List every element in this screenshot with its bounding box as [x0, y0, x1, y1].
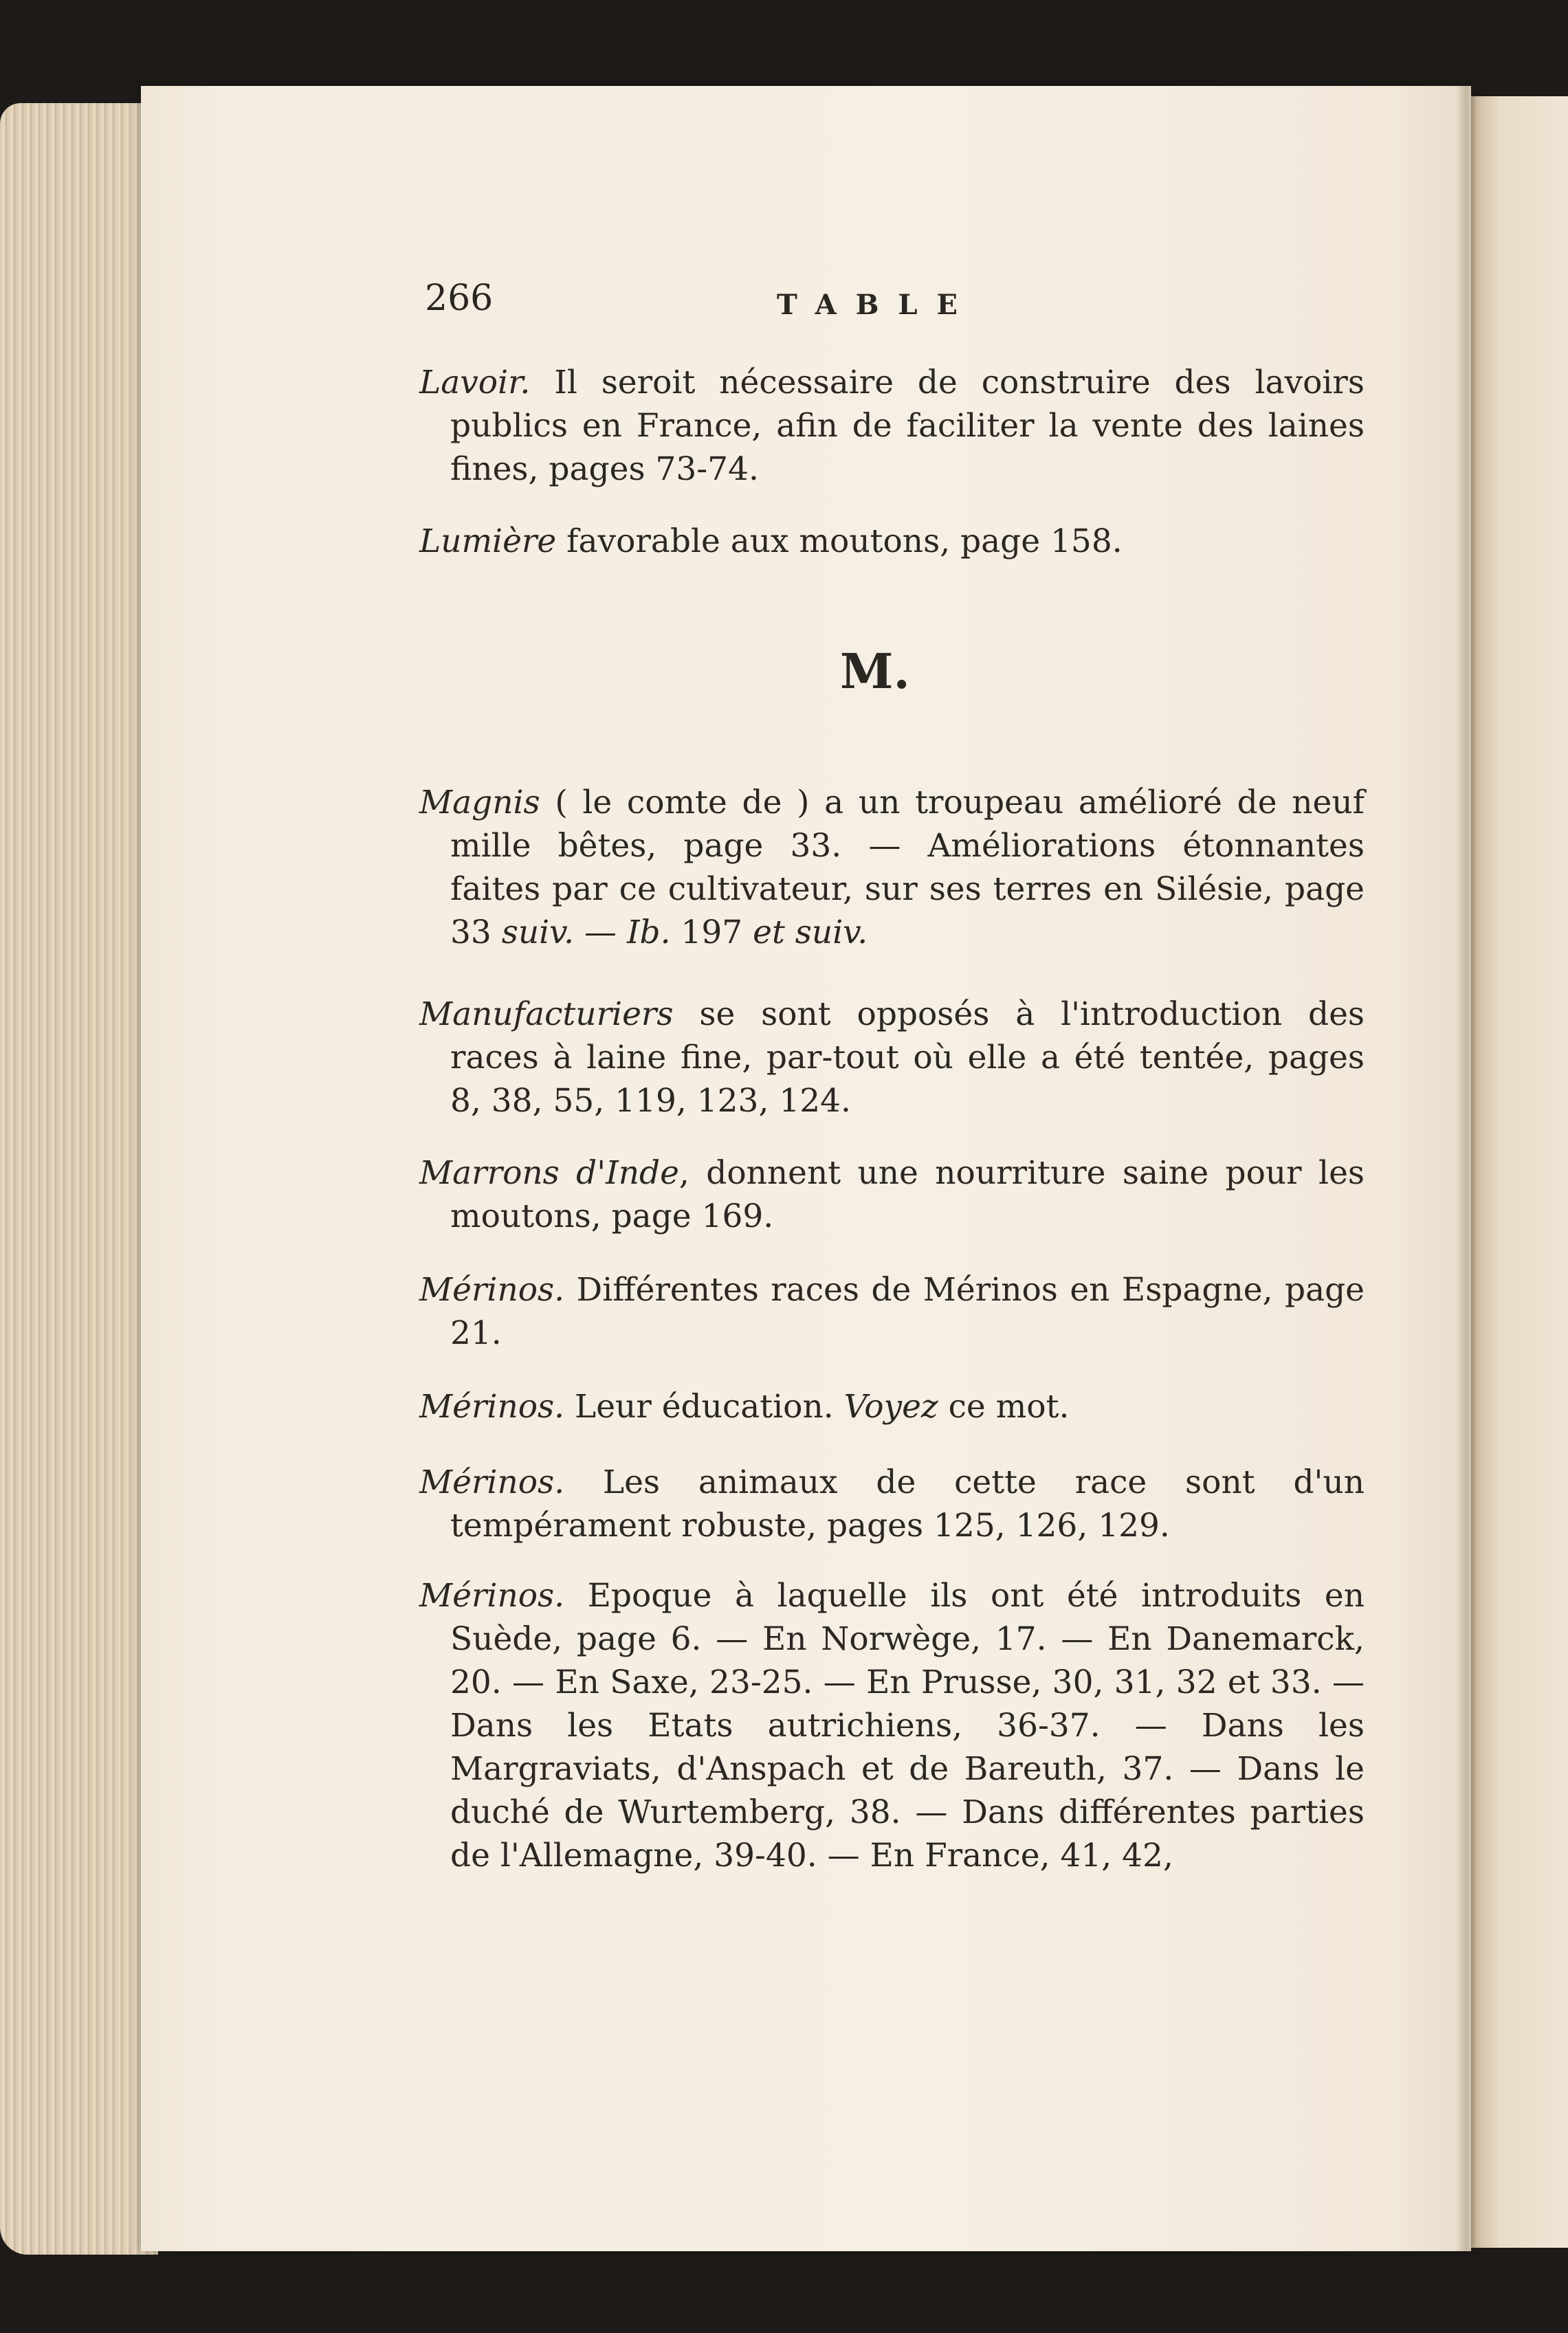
entry-text: ( le comte de ) a un troupeau amélioré de neuf mille bêtes, page 33. — Améliorations étonnantes faites par ce cultivateur, sur ses terres en Silésie, page 33 — [450, 784, 1365, 951]
page-number: 266 — [425, 278, 494, 319]
headword: Mérinos. — [419, 1388, 565, 1426]
headword: Mérinos. — [419, 1463, 565, 1501]
headword: Marrons d'Inde — [419, 1154, 679, 1192]
entry-italic-2: et suiv. — [753, 914, 868, 951]
entry-text: , donnent une nourriture saine pour les moutons, page 169. — [450, 1154, 1365, 1235]
entry-text-2: ce mot. — [938, 1388, 1070, 1426]
index-entry-manufacturiers — [419, 993, 1365, 1123]
gutter-shadow — [1456, 86, 1477, 2251]
entry-italic: Voyez — [843, 1388, 938, 1426]
index-entry-magnis — [419, 781, 1365, 954]
entry-text: favorable aux moutons, page 158. — [556, 522, 1123, 560]
headword: Mérinos. — [419, 1271, 565, 1309]
running-title: TABLE — [777, 289, 978, 321]
index-entry-marrons — [419, 1151, 1365, 1238]
index-entry-merinos-3 — [419, 1461, 1365, 1547]
entry-text: Les animaux de cette race sont d'un tempérament robuste, pages 125, 126, 129. — [450, 1463, 1365, 1545]
index-entry-merinos-1 — [419, 1268, 1365, 1355]
entry-italic: suiv. — Ib. — [501, 914, 671, 951]
index-entry-lavoir — [419, 361, 1365, 491]
headword: Manufacturiers — [419, 995, 674, 1033]
facing-page-edge — [1471, 96, 1568, 2248]
entry-text: Epoque à laquelle ils ont été introduits en Suède, page 6. — En Norwège, 17. — En Danemarck, 20. — En Saxe, 23-25. — En Prusse, 30, 31, 32 et 33. — Dans les Etats autrichiens, 36-37. — Dans les Margraviats, d'Anspach et de Bareuth, 37. — Dans le duché de Wurtemberg, 38. — Dans différentes parties de l'Allemagne, 39-40. — En France, 41, 42, — [450, 1577, 1365, 1875]
entry-text: Leur éducation. — [564, 1388, 844, 1426]
entry-text: Il seroit nécessaire de construire des lavoirs publics en France, afin de faciliter la vente des laines fines, pages 73-74. — [450, 364, 1365, 488]
headword: Lumière — [419, 522, 557, 560]
section-letter: M. — [840, 643, 910, 700]
index-entry-merinos-4 — [419, 1574, 1365, 1877]
entry-text: se sont opposés à l'introduction des races à laine fine, par-tout où elle a été tentée, pages 8, 38, 55, 119, 123, 124. — [450, 995, 1365, 1120]
headword: Lavoir. — [419, 364, 531, 401]
headword: Mérinos. — [419, 1577, 565, 1615]
index-entry-merinos-2 — [419, 1385, 1365, 1428]
entry-text: Différentes races de Mérinos en Espagne, page 21. — [450, 1271, 1365, 1352]
index-entry-lumiere — [419, 520, 1365, 563]
page-edges — [0, 103, 158, 2255]
headword: Magnis — [419, 784, 540, 821]
entry-text-2: 197 — [670, 914, 753, 951]
